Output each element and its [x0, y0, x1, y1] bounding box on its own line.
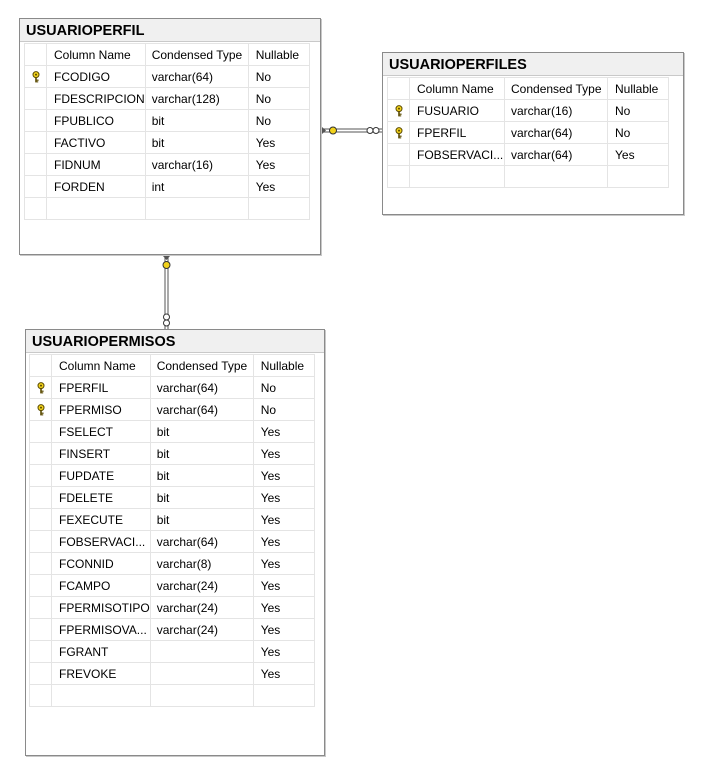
condensed-type-cell — [150, 663, 253, 685]
nullable-cell: Yes — [608, 144, 669, 166]
nullable-cell: Yes — [253, 443, 314, 465]
table-row[interactable] — [30, 641, 315, 663]
table-row[interactable] — [30, 663, 315, 685]
nullable-cell: Yes — [253, 663, 314, 685]
nullable-cell: Yes — [253, 487, 314, 509]
relationship-perfil-permisos[interactable] — [163, 255, 170, 329]
primary-key-icon — [388, 127, 409, 139]
table-row[interactable] — [30, 465, 315, 487]
nullable-cell: No — [248, 66, 309, 88]
row-selector[interactable] — [25, 88, 47, 110]
table-usuarioperfiles[interactable] — [382, 52, 684, 215]
row-selector[interactable] — [388, 144, 410, 166]
infinity-icon — [164, 314, 170, 326]
nullable-cell: Yes — [248, 176, 309, 198]
nullable-cell: Yes — [253, 597, 314, 619]
column-name-cell: FCAMPO — [52, 575, 151, 597]
column-grid — [387, 77, 669, 188]
table-title: USUARIOPERFILES — [383, 53, 683, 76]
empty-cell — [145, 198, 248, 220]
column-name-cell: FPERMISOVA... — [52, 619, 151, 641]
nullable-cell: No — [248, 88, 309, 110]
table-title: USUARIOPERMISOS — [26, 330, 324, 353]
row-selector[interactable] — [30, 509, 52, 531]
table-row[interactable] — [388, 122, 669, 144]
column-name-cell: FEXECUTE — [52, 509, 151, 531]
column-name-cell: FUSUARIO — [410, 100, 505, 122]
condensed-type-cell: varchar(8) — [150, 553, 253, 575]
column-name-cell: FPERFIL — [52, 377, 151, 399]
condensed-type-cell: varchar(128) — [145, 88, 248, 110]
table-row[interactable] — [30, 553, 315, 575]
condensed-type-cell: bit — [150, 443, 253, 465]
nullable-cell: No — [248, 110, 309, 132]
row-selector[interactable] — [30, 465, 52, 487]
condensed-type-cell: varchar(64) — [505, 122, 608, 144]
nullable-cell: Yes — [253, 641, 314, 663]
condensed-type-header: Condensed Type — [505, 78, 608, 100]
row-selector[interactable] — [30, 377, 52, 399]
nullable-cell: Yes — [248, 154, 309, 176]
row-selector[interactable] — [25, 66, 47, 88]
column-name-cell: FDESCRIPCION — [47, 88, 146, 110]
condensed-type-cell: bit — [145, 110, 248, 132]
nullable-cell: No — [608, 122, 669, 144]
row-selector[interactable] — [30, 619, 52, 641]
table-row[interactable] — [25, 176, 310, 198]
row-selector[interactable] — [25, 132, 47, 154]
row-selector[interactable] — [30, 487, 52, 509]
nullable-cell: No — [253, 377, 314, 399]
empty-cell — [608, 166, 669, 188]
row-selector-header — [30, 355, 52, 377]
relationship-perfil-perfiles[interactable] — [321, 127, 382, 134]
key-knob-icon — [163, 262, 170, 269]
column-name-header: Column Name — [47, 44, 146, 66]
empty-cell — [410, 166, 505, 188]
empty-cell — [505, 166, 608, 188]
condensed-type-cell: varchar(24) — [150, 597, 253, 619]
condensed-type-cell: int — [145, 176, 248, 198]
column-name-header: Column Name — [52, 355, 151, 377]
table-row[interactable] — [25, 66, 310, 88]
table-row[interactable] — [30, 509, 315, 531]
nullable-cell: Yes — [253, 421, 314, 443]
nullable-cell: No — [253, 399, 314, 421]
table-usuarioperfil[interactable] — [19, 18, 321, 255]
condensed-type-cell: varchar(24) — [150, 575, 253, 597]
relationship-one-end-icon — [322, 127, 326, 134]
column-grid — [24, 43, 310, 220]
nullable-cell: Yes — [253, 465, 314, 487]
condensed-type-cell: varchar(24) — [150, 619, 253, 641]
row-selector[interactable] — [30, 443, 52, 465]
table-row[interactable] — [30, 531, 315, 553]
empty-cell — [30, 685, 52, 707]
table-row[interactable] — [30, 619, 315, 641]
table-row[interactable] — [30, 421, 315, 443]
table-usuariopermisos[interactable] — [25, 329, 325, 756]
row-selector[interactable] — [388, 100, 410, 122]
column-name-cell: FPERMISO — [52, 399, 151, 421]
key-knob-icon — [330, 127, 337, 134]
condensed-type-cell: varchar(64) — [150, 399, 253, 421]
row-selector-header — [25, 44, 47, 66]
row-selector[interactable] — [30, 531, 52, 553]
primary-key-icon — [388, 105, 409, 117]
column-name-cell: FACTIVO — [47, 132, 146, 154]
table-row[interactable] — [30, 443, 315, 465]
row-selector[interactable] — [30, 399, 52, 421]
table-row[interactable] — [25, 154, 310, 176]
column-name-cell: FIDNUM — [47, 154, 146, 176]
empty-cell — [253, 685, 314, 707]
empty-cell — [52, 685, 151, 707]
relationship-one-end-icon — [163, 256, 170, 260]
row-selector[interactable] — [25, 176, 47, 198]
empty-cell — [47, 198, 146, 220]
condensed-type-cell: varchar(64) — [150, 377, 253, 399]
primary-key-icon — [30, 382, 51, 394]
condensed-type-cell: varchar(64) — [150, 531, 253, 553]
row-selector[interactable] — [30, 553, 52, 575]
nullable-cell: Yes — [253, 575, 314, 597]
column-name-header: Column Name — [410, 78, 505, 100]
empty-row[interactable] — [30, 685, 315, 707]
condensed-type-cell: varchar(64) — [145, 66, 248, 88]
row-selector[interactable] — [30, 575, 52, 597]
nullable-cell: Yes — [253, 509, 314, 531]
condensed-type-cell: varchar(16) — [505, 100, 608, 122]
column-name-cell: FPERFIL — [410, 122, 505, 144]
row-selector[interactable] — [30, 597, 52, 619]
empty-cell — [150, 685, 253, 707]
column-name-cell: FOBSERVACI... — [52, 531, 151, 553]
table-title: USUARIOPERFIL — [20, 19, 320, 42]
table-row[interactable] — [25, 88, 310, 110]
condensed-type-cell: varchar(64) — [505, 144, 608, 166]
condensed-type-cell: varchar(16) — [145, 154, 248, 176]
condensed-type-header: Condensed Type — [145, 44, 248, 66]
column-name-cell: FUPDATE — [52, 465, 151, 487]
primary-key-icon — [25, 71, 46, 83]
empty-cell — [25, 198, 47, 220]
nullable-header: Nullable — [608, 78, 669, 100]
row-selector[interactable] — [30, 641, 52, 663]
row-selector[interactable] — [388, 122, 410, 144]
nullable-header: Nullable — [248, 44, 309, 66]
row-selector[interactable] — [25, 154, 47, 176]
grid-header-row — [30, 355, 315, 377]
table-row[interactable] — [30, 399, 315, 421]
empty-row[interactable] — [25, 198, 310, 220]
column-name-cell: FOBSERVACI... — [410, 144, 505, 166]
column-name-cell: FORDEN — [47, 176, 146, 198]
nullable-header: Nullable — [253, 355, 314, 377]
column-name-cell: FDELETE — [52, 487, 151, 509]
condensed-type-cell: bit — [145, 132, 248, 154]
nullable-cell: Yes — [253, 553, 314, 575]
empty-cell — [248, 198, 309, 220]
row-selector[interactable] — [30, 663, 52, 685]
condensed-type-cell: bit — [150, 421, 253, 443]
condensed-type-header: Condensed Type — [150, 355, 253, 377]
table-row[interactable] — [30, 487, 315, 509]
condensed-type-cell — [150, 641, 253, 663]
grid-header-row — [388, 78, 669, 100]
empty-row[interactable] — [388, 166, 669, 188]
column-name-cell: FPERMISOTIPO — [52, 597, 151, 619]
nullable-cell: Yes — [253, 531, 314, 553]
nullable-cell: Yes — [253, 619, 314, 641]
column-grid — [29, 354, 315, 707]
column-name-cell: FCONNID — [52, 553, 151, 575]
table-row[interactable] — [25, 110, 310, 132]
row-selector-header — [388, 78, 410, 100]
table-row[interactable] — [388, 100, 669, 122]
column-name-cell: FCODIGO — [47, 66, 146, 88]
row-selector[interactable] — [30, 421, 52, 443]
column-name-cell: FSELECT — [52, 421, 151, 443]
table-row[interactable] — [388, 144, 669, 166]
primary-key-icon — [30, 404, 51, 416]
condensed-type-cell: bit — [150, 465, 253, 487]
row-selector[interactable] — [25, 110, 47, 132]
table-row[interactable] — [25, 132, 310, 154]
empty-cell — [388, 166, 410, 188]
column-name-cell: FINSERT — [52, 443, 151, 465]
condensed-type-cell: bit — [150, 487, 253, 509]
table-row[interactable] — [30, 377, 315, 399]
nullable-cell: Yes — [248, 132, 309, 154]
column-name-cell: FGRANT — [52, 641, 151, 663]
nullable-cell: No — [608, 100, 669, 122]
table-row[interactable] — [30, 575, 315, 597]
condensed-type-cell: bit — [150, 509, 253, 531]
grid-header-row — [25, 44, 310, 66]
table-row[interactable] — [30, 597, 315, 619]
column-name-cell: FPUBLICO — [47, 110, 146, 132]
column-name-cell: FREVOKE — [52, 663, 151, 685]
infinity-icon — [367, 128, 379, 134]
